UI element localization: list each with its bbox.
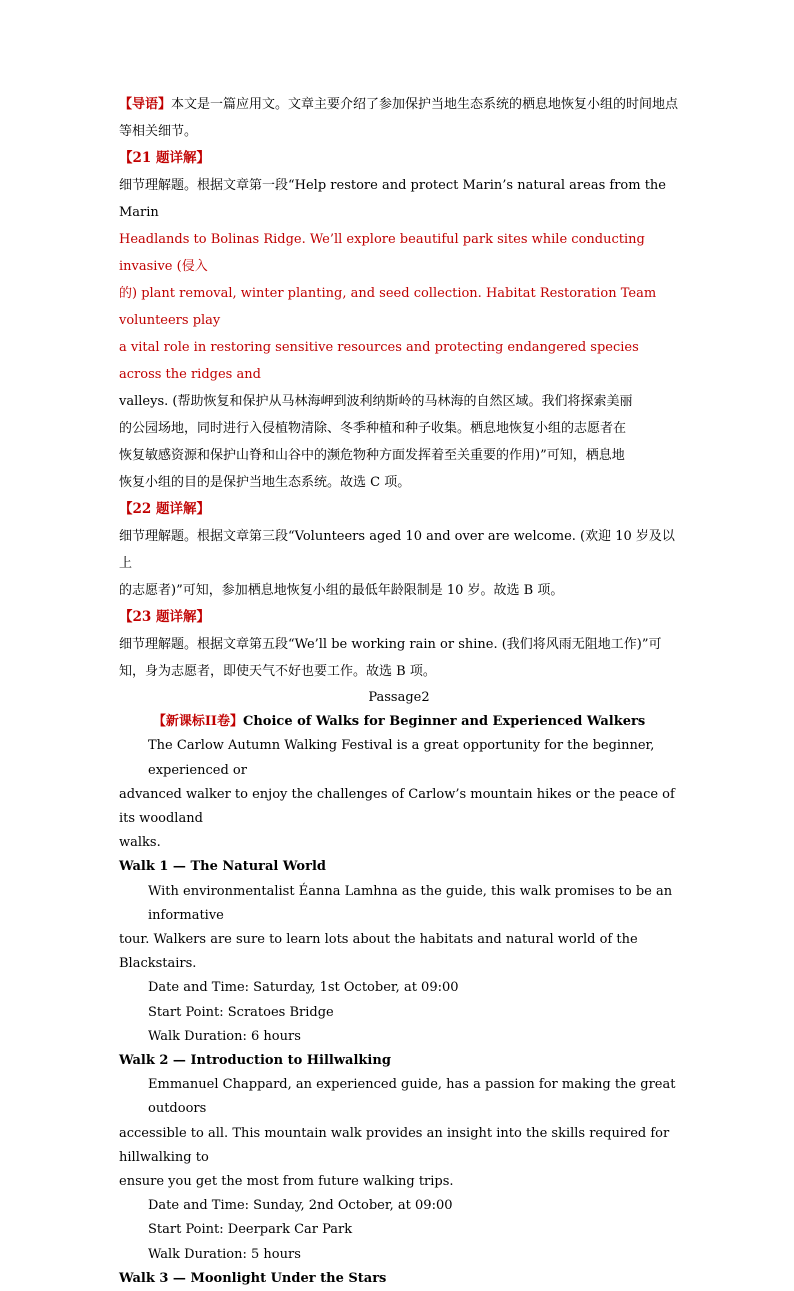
q21-line: 细节理解题。根据文章第一段“Help restore and protect Marin’s natural areas from the Marin xyxy=(119,178,671,220)
walk-desc-line: tour. Walkers are sure to learn lots about the habitats and natural world of the Blackstairs. xyxy=(119,932,638,972)
passage-title xyxy=(119,710,679,734)
q21-header: 【21 题详解】 xyxy=(119,150,210,166)
q22-line: 的志愿者)”可知，参加栖息地恢复小组的最低年龄限制是 10 岁。故选 B 项。 xyxy=(119,583,564,598)
walk-date: Date and Time: Sunday, 2nd October, at 09:00 xyxy=(148,1198,453,1214)
walk-heading: Walk 3 — Moonlight Under the Stars xyxy=(119,1270,387,1286)
intro-tag: 【导语】 xyxy=(119,97,172,112)
walk-heading: Walk 1 — The Natural World xyxy=(119,859,326,875)
q23-line: 知，身为志愿者，即使天气不好也要工作。故选 B 项。 xyxy=(119,664,436,679)
passage-intro-line: walks. xyxy=(119,835,161,851)
q22-header: 【22 题详解】 xyxy=(119,501,210,517)
q21-line: Headlands to Bolinas Ridge. We’ll explore beautiful park sites while conducting invasive (侵入 xyxy=(119,232,649,274)
q21-line: 的) plant removal, winter planting, and seed collection. Habitat Restoration Team volunteers play xyxy=(119,286,661,328)
q21-line: a vital role in restoring sensitive resources and protecting endangered species across the ridges and xyxy=(119,340,643,382)
q21-line: 的公园场地，同时进行入侵植物清除、冬季种植和种子收集。栖息地恢复小组的志愿者在 xyxy=(119,421,627,436)
q21-line: valleys. (帮助恢复和保护从马林海岬到波利纳斯岭的马林海的自然区域。我们将探索美丽 xyxy=(119,394,633,409)
walk-start: Start Point: Deerpark Car Park xyxy=(148,1222,353,1238)
q22-line: 细节理解题。根据文章第三段“Volunteers aged 10 and over are welcome. (欢迎 10 岁及以上 xyxy=(119,529,675,571)
q21-line: 恢复敏感资源和保护山脊和山谷中的濒危物种方面发挥着至关重要的作用)”可知，栖息地 xyxy=(119,448,625,463)
walk-desc-line: accessible to all. This mountain walk provides an insight into the skills required for hillwalking to xyxy=(119,1125,670,1165)
walk-desc-line: Emmanuel Chappard, an experienced guide, has a passion for making the great outdoors xyxy=(148,1077,676,1117)
walk-desc-line: With environmentalist Éanna Lamhna as the guide, this walk promises to be an informative xyxy=(148,883,673,923)
passage-intro-line: advanced walker to enjoy the challenges of Carlow’s mountain hikes or the peace of its woodland xyxy=(119,786,675,827)
passage-label: Passage2 xyxy=(368,690,430,705)
document-page xyxy=(119,91,679,1291)
intro-text: 本文是一篇应用文。文章主要介绍了参加保护当地生态系统的栖息地恢复小组的时间地点等相关细节。 xyxy=(119,97,679,139)
walk-heading: Walk 2 — Introduction to Hillwalking xyxy=(119,1053,391,1069)
walk-duration: Walk Duration: 6 hours xyxy=(148,1028,301,1044)
q23-line: 细节理解题。根据文章第五段“We’ll be working rain or shine. (我们将风雨无阻地工作)”可 xyxy=(119,637,662,652)
passage-title-text: Choice of Walks for Beginner and Experienced Walkers xyxy=(243,714,646,730)
passage-intro-line: The Carlow Autumn Walking Festival is a great opportunity for the beginner, experienced or xyxy=(148,738,655,778)
walk-desc-line: ensure you get the most from future walking trips. xyxy=(119,1174,454,1190)
walk-start: Start Point: Scratoes Bridge xyxy=(148,1004,334,1020)
walk-duration: Walk Duration: 5 hours xyxy=(148,1246,301,1262)
walk-date: Date and Time: Saturday, 1st October, at 09:00 xyxy=(148,980,459,996)
intro-paragraph xyxy=(119,91,679,145)
q23-header: 【23 题详解】 xyxy=(119,609,210,625)
q21-line: 恢复小组的目的是保护当地生态系统。故选 C 项。 xyxy=(119,475,411,490)
passage-title-tag: 【新课标ⅠⅠ卷】 xyxy=(152,714,243,730)
